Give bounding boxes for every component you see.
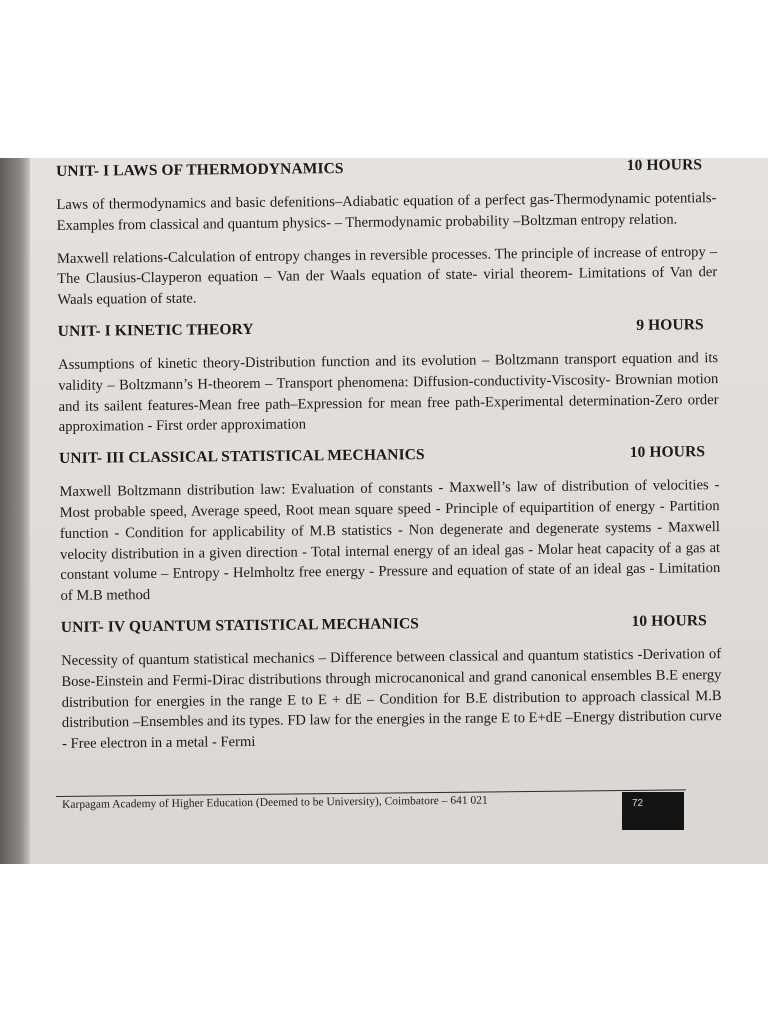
paper-shadow-edge [0, 158, 30, 864]
footer-institution: Karpagam Academy of Higher Education (Deemed to be University), Coimbatore – 641 021 [62, 794, 488, 811]
unit-title: UNIT- I KINETIC THEORY [57, 320, 254, 340]
unit-2-section [58, 316, 719, 438]
unit-title: UNIT- III CLASSICAL STATISTICAL MECHANICS [59, 446, 425, 468]
unit-title: UNIT- IV QUANTUM STATISTICAL MECHANICS [60, 615, 420, 636]
unit-hours: 10 HOURS [631, 612, 707, 630]
unit-heading [58, 316, 718, 341]
unit-3-section [59, 443, 721, 607]
unit-1-section [56, 156, 718, 311]
unit-hours: 9 HOURS [636, 316, 704, 334]
syllabus-content [56, 156, 722, 767]
page-number-badge [622, 792, 684, 830]
page-number: 72 [632, 798, 644, 809]
unit-paragraph: Necessity of quantum statistical mechanics – Difference between classical and quantum statistics -Derivation of Bose-Einstein and Fermi-Dirac distributions through microcanonical and grand canonical ensembles B.E energy distribution for energies in the range E to E + dE – Condition for B.E distribution to approach classical M.B distribution –Ensembles and its types. FD law for the energies in the range E to E+dE –Energy distribution curve - Free electron in a metal - Fermi [61, 646, 722, 753]
unit-4-section [61, 612, 722, 755]
unit-paragraph: Maxwell relations-Calculation of entropy changes in reversible processes. The principle of increase of entropy – The Clausius-Clayperon equation – Van der Waals equation of state- virial theorem- Limitations of Van der Waals equation of state. [56, 243, 718, 309]
unit-paragraph: Assumptions of kinetic theory-Distribution function and its evolution – Boltzmann transport equation and its validity – Boltzmann’s H-theorem – Transport phenomena: Diffusion-conductivity-Viscosity- Brownian motion and its sailent features-Mean free path–Expression for mean free path-Experimental determination-Zero order approximation - First order approximation [58, 350, 719, 436]
unit-heading [59, 443, 719, 468]
unit-paragraph: Laws of thermodynamics and basic defenitions–Adiabatic equation of a perfect gas-Thermodynamic potentials- Examples from classical and quantum physics- – Thermodynamic probability –Boltzman entropy relation. [56, 190, 717, 234]
unit-heading [61, 612, 721, 637]
unit-hours: 10 HOURS [629, 443, 706, 462]
unit-paragraph: Maxwell Boltzmann distribution law: Evaluation of constants - Maxwell’s law of distribution of velocities - Most probable speed, Average speed, Root mean square speed - Principle of equipartition of energy - Partition function - Condition for applicability of M.B statistics - Non degenerate and degenerate systems - Maxwell velocity distribution in a given direction - Total internal energy of an ideal gas - Molar heat capacity of a gas at constant volume – Entropy - Helmholtz free energy - Pressure and equation of state of an ideal gas - Limitation of M.B method [59, 477, 721, 605]
unit-title: UNIT- I LAWS OF THERMODYNAMICS [56, 159, 344, 180]
unit-hours: 10 HOURS [626, 156, 703, 175]
